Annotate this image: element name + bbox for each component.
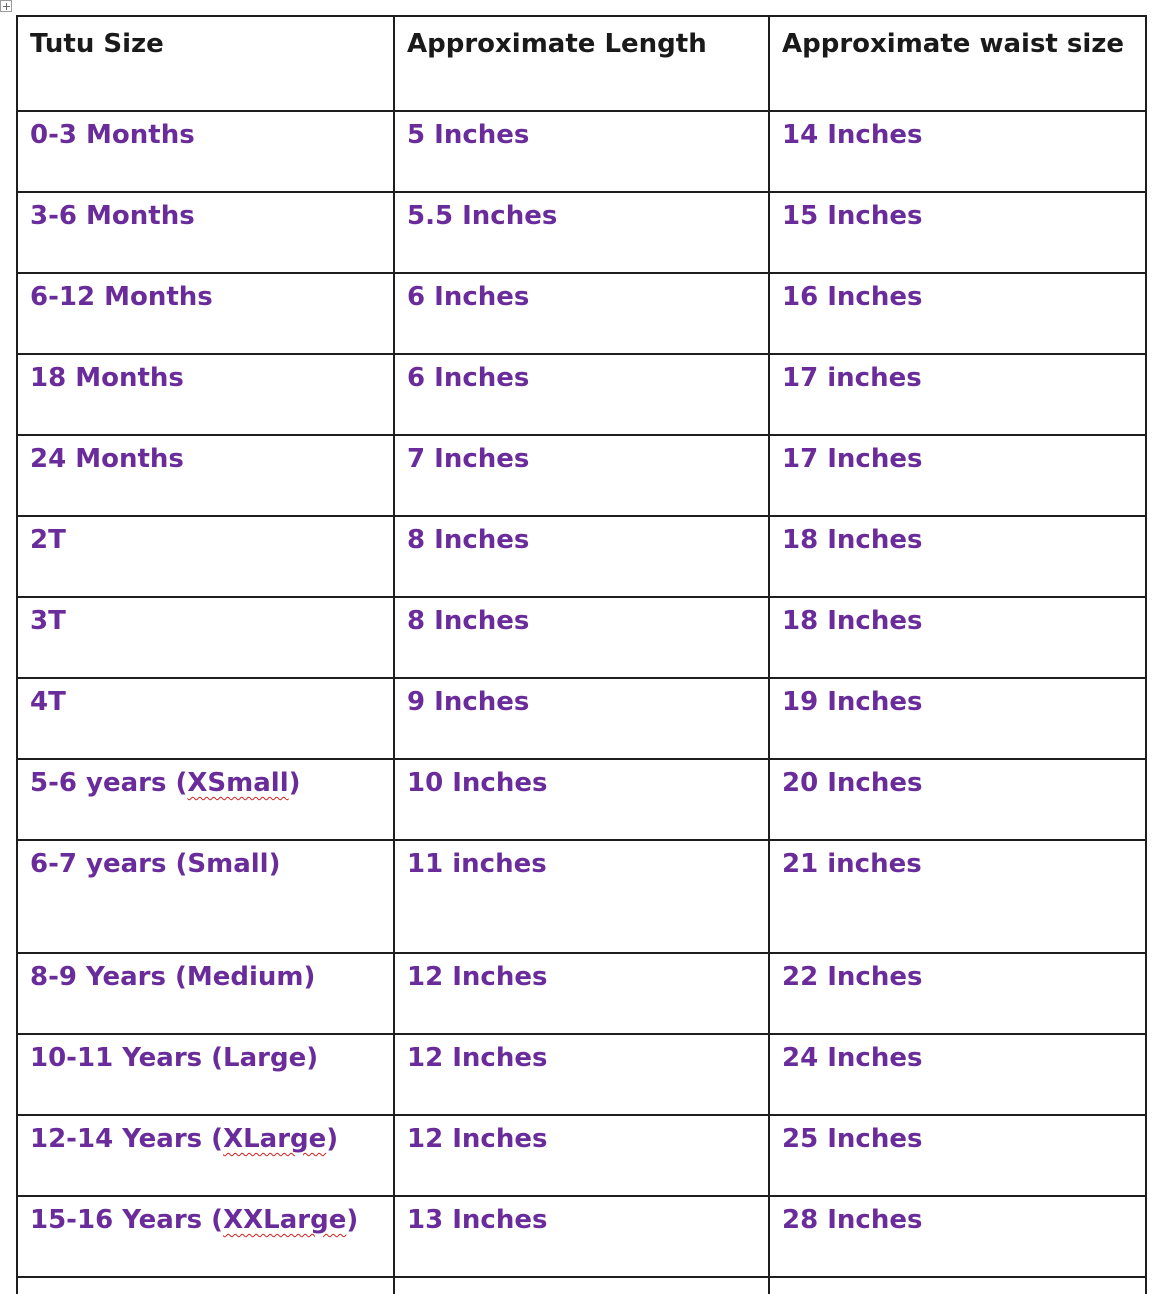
cell-size: 8-9 Years (Medium) — [17, 953, 394, 1034]
table-row — [17, 597, 1146, 678]
cell-length: 5 Inches — [394, 111, 769, 192]
spellcheck-word[interactable]: XLarge — [223, 1124, 327, 1154]
size-prefix: 5-6 years ( — [30, 768, 188, 798]
header-approximate-length: Approximate Length — [394, 16, 769, 111]
header-tutu-size: Tutu Size — [17, 16, 394, 111]
table-row — [17, 516, 1146, 597]
size-suffix: ) — [288, 768, 301, 798]
cell-length: 5.5 Inches — [394, 192, 769, 273]
cell-size: 3T — [17, 597, 394, 678]
cell-waist — [769, 1277, 1146, 1294]
cell-length: 7 Inches — [394, 435, 769, 516]
cell-waist: 18 Inches — [769, 597, 1146, 678]
cell-length: 12 Inches — [394, 1115, 769, 1196]
table-row — [17, 1115, 1146, 1196]
cell-size — [17, 1115, 394, 1196]
table-row — [17, 953, 1146, 1034]
cell-waist: 20 Inches — [769, 759, 1146, 840]
cell-size — [17, 759, 394, 840]
cell-length: 12 Inches — [394, 953, 769, 1034]
cell-length: 6 Inches — [394, 273, 769, 354]
cell-waist: 25 Inches — [769, 1115, 1146, 1196]
cell-size: 2T — [17, 516, 394, 597]
cell-waist: 28 Inches — [769, 1196, 1146, 1277]
cell-size: 24 Months — [17, 435, 394, 516]
size-prefix: 15-16 Years ( — [30, 1205, 224, 1235]
cell-length: 9 Inches — [394, 678, 769, 759]
table-row — [17, 759, 1146, 840]
cell-length: 12 Inches — [394, 1034, 769, 1115]
header-approximate-waist-size: Approximate waist size — [769, 16, 1146, 111]
cell-waist: 17 Inches — [769, 435, 1146, 516]
cell-length: 11 inches — [394, 840, 769, 953]
cell-length: 8 Inches — [394, 516, 769, 597]
table-row — [17, 1034, 1146, 1115]
cell-size — [17, 1277, 394, 1294]
cell-waist: 15 Inches — [769, 192, 1146, 273]
cell-waist: 24 Inches — [769, 1034, 1146, 1115]
cell-size: 10-11 Years (Large) — [17, 1034, 394, 1115]
table-row — [17, 1277, 1146, 1294]
size-prefix: 12-14 Years ( — [30, 1124, 224, 1154]
cell-waist: 18 Inches — [769, 516, 1146, 597]
table-row — [17, 678, 1146, 759]
cell-size: 3-6 Months — [17, 192, 394, 273]
cell-waist: 19 Inches — [769, 678, 1146, 759]
cell-length: 13 Inches — [394, 1196, 769, 1277]
size-suffix: ) — [326, 1124, 339, 1154]
cell-size: 0-3 Months — [17, 111, 394, 192]
cell-length: 8 Inches — [394, 597, 769, 678]
cell-waist: 16 Inches — [769, 273, 1146, 354]
table-row — [17, 273, 1146, 354]
cell-waist: 17 inches — [769, 354, 1146, 435]
cell-waist: 21 inches — [769, 840, 1146, 953]
table-move-handle-icon[interactable] — [0, 0, 12, 12]
cell-length — [394, 1277, 769, 1294]
tutu-size-table — [16, 15, 1147, 1294]
table-row — [17, 354, 1146, 435]
cell-length: 10 Inches — [394, 759, 769, 840]
cell-length: 6 Inches — [394, 354, 769, 435]
cell-waist: 14 Inches — [769, 111, 1146, 192]
table-row — [17, 435, 1146, 516]
table-header-row — [17, 16, 1146, 111]
table-row — [17, 111, 1146, 192]
table-row — [17, 840, 1146, 953]
table-row — [17, 1196, 1146, 1277]
cell-size: 18 Months — [17, 354, 394, 435]
cell-size: 6-12 Months — [17, 273, 394, 354]
cell-waist: 22 Inches — [769, 953, 1146, 1034]
cell-size: 6-7 years (Small) — [17, 840, 394, 953]
cell-size: 4T — [17, 678, 394, 759]
spellcheck-word[interactable]: XXLarge — [223, 1205, 347, 1235]
cell-size — [17, 1196, 394, 1277]
table-row — [17, 192, 1146, 273]
spellcheck-word[interactable]: XSmall — [187, 768, 289, 798]
size-suffix: ) — [346, 1205, 359, 1235]
